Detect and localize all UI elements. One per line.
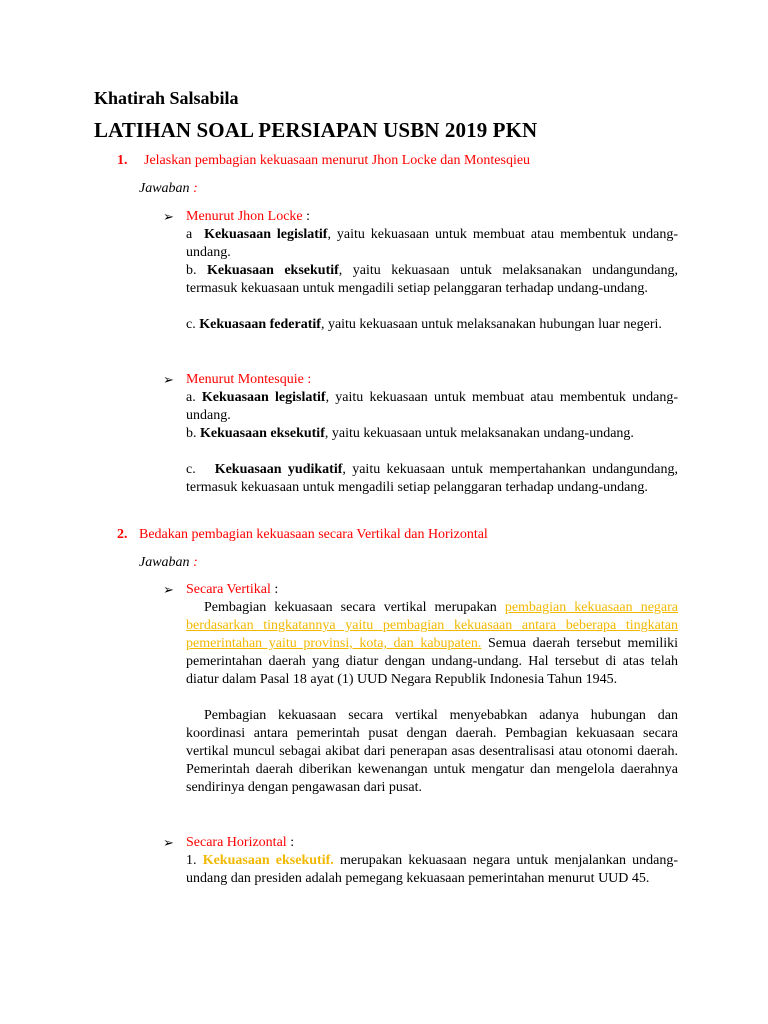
item-prefix: c. (186, 462, 196, 477)
item-term: Kekuasaan legislatif (204, 227, 328, 242)
horizontal-label-colon: : (290, 835, 295, 850)
bullet-arrow-icon: ➢ (163, 835, 174, 850)
author-name: Khatirah Salsabila (94, 88, 239, 108)
highlighted-text: pembagian kekuasaan negara berdasarkan tingkatannya yaitu pembagian kekuasaan antara beberapa tingkatan pemerintahan yaitu provinsi, kota, dan kabupaten. (186, 600, 678, 651)
locke-item-a (186, 226, 678, 262)
bullet-arrow-icon: ➢ (163, 582, 174, 597)
item-term: Kekuasaan eksekutif (200, 426, 325, 441)
montesquie-label: Menurut Montesquie : (186, 372, 312, 387)
locke-label-colon: : (306, 209, 311, 224)
horizontal-label (186, 834, 294, 852)
answer-label-text: Jawaban (139, 181, 190, 196)
bullet-arrow-icon: ➢ (163, 372, 174, 387)
paragraph-text: Pembagian kekuasaan secara vertikal merupakan (204, 600, 497, 615)
question-2-number: 2. (117, 527, 128, 542)
question-2-text: Bedakan pembagian kekuasaan secara Vertikal dan Horizontal (139, 527, 488, 542)
item-prefix: c. (186, 317, 196, 332)
montesquie-item-b (186, 425, 678, 443)
item-text: , yaitu kekuasaan untuk membuat atau membentuk undang-undang. (186, 227, 679, 260)
item-prefix: a. (186, 390, 196, 405)
answer-label-colon: : (193, 181, 198, 196)
item-text: , yaitu kekuasaan untuk melaksanakan hubungan luar negeri. (320, 317, 662, 332)
item-prefix: b. (186, 263, 197, 278)
horizontal-item-1 (186, 852, 678, 888)
document-title: LATIHAN SOAL PERSIAPAN USBN 2019 PKN (94, 118, 538, 142)
locke-item-c (186, 316, 678, 334)
item-text: , yaitu kekuasaan untuk membuat atau membentuk undang-undang. (186, 390, 679, 423)
item-prefix: b. (186, 426, 197, 441)
vertikal-label (186, 581, 278, 599)
answer-label-2 (139, 554, 198, 572)
answer-label-1 (139, 180, 198, 198)
vertikal-paragraph-1 (186, 599, 678, 689)
item-term: Kekuasaan yudikatif (214, 462, 343, 477)
answer-label-text: Jawaban (139, 555, 190, 570)
item-term: Kekuasaan federatif (199, 317, 321, 332)
question-1-text: Jelaskan pembagian kekuasaan menurut Jhon Locke dan Montesqieu (144, 153, 531, 168)
highlighted-term: Kekuasaan eksekutif. (202, 853, 334, 868)
montesquie-item-c (186, 461, 678, 497)
item-term: Kekuasaan legislatif (201, 390, 326, 405)
horizontal-label-text: Secara Horizontal (186, 835, 287, 850)
montesquie-item-a (186, 389, 678, 425)
question-1-number: 1. (117, 153, 128, 168)
locke-label-text: Menurut Jhon Locke (186, 209, 303, 224)
item-text: , yaitu kekuasaan untuk melaksanakan undangundang, termasuk kekuasaan untuk mengadili setiap pelanggaran terhadap undang-undang. (186, 263, 679, 296)
locke-item-b (186, 262, 678, 298)
paragraph-text: Semua daerah tersebut memiliki pemerintahan daerah yang diatur dengan undang-undang. Hal tersebut di atas telah diatur dalam Pasal 18 ayat (1) UUD Negara Republik Indonesia Tahun 1945. (186, 636, 679, 687)
item-prefix: a (186, 227, 193, 242)
item-term: Kekuasaan eksekutif (206, 263, 339, 278)
item-text: , yaitu kekuasaan untuk melaksanakan undang-undang. (324, 426, 634, 441)
answer-label-colon: : (193, 555, 198, 570)
locke-label (186, 208, 310, 226)
vertikal-paragraph-2: Pembagian kekuasaan secara vertikal menyebabkan adanya hubungan dan koordinasi antara pemerintah pusat dengan daerah. Pembagian kekuasaan secara vertikal muncul sebagai akibat dari penerapan asas desentralisasi atau otonomi daerah. Pemerintah daerah diberikan kewenangan untuk mengatur dan mengelola daerahnya sendirinya dengan pengawasan dari pusat. (186, 708, 678, 795)
item-text: merupakan kekuasaan negara untuk menjalankan undang-undang dan presiden adalah pemegang kekuasaan pemerintahan menurut UUD 45. (186, 853, 679, 886)
item-text: , yaitu kekuasaan untuk mempertahankan undangundang, termasuk kekuasaan untuk mengadili setiap pelanggaran terhadap undang-undang. (186, 462, 679, 495)
vertikal-label-colon: : (274, 582, 279, 597)
item-prefix: 1. (186, 853, 197, 868)
bullet-arrow-icon: ➢ (163, 209, 174, 224)
vertikal-label-text: Secara Vertikal (186, 582, 271, 597)
